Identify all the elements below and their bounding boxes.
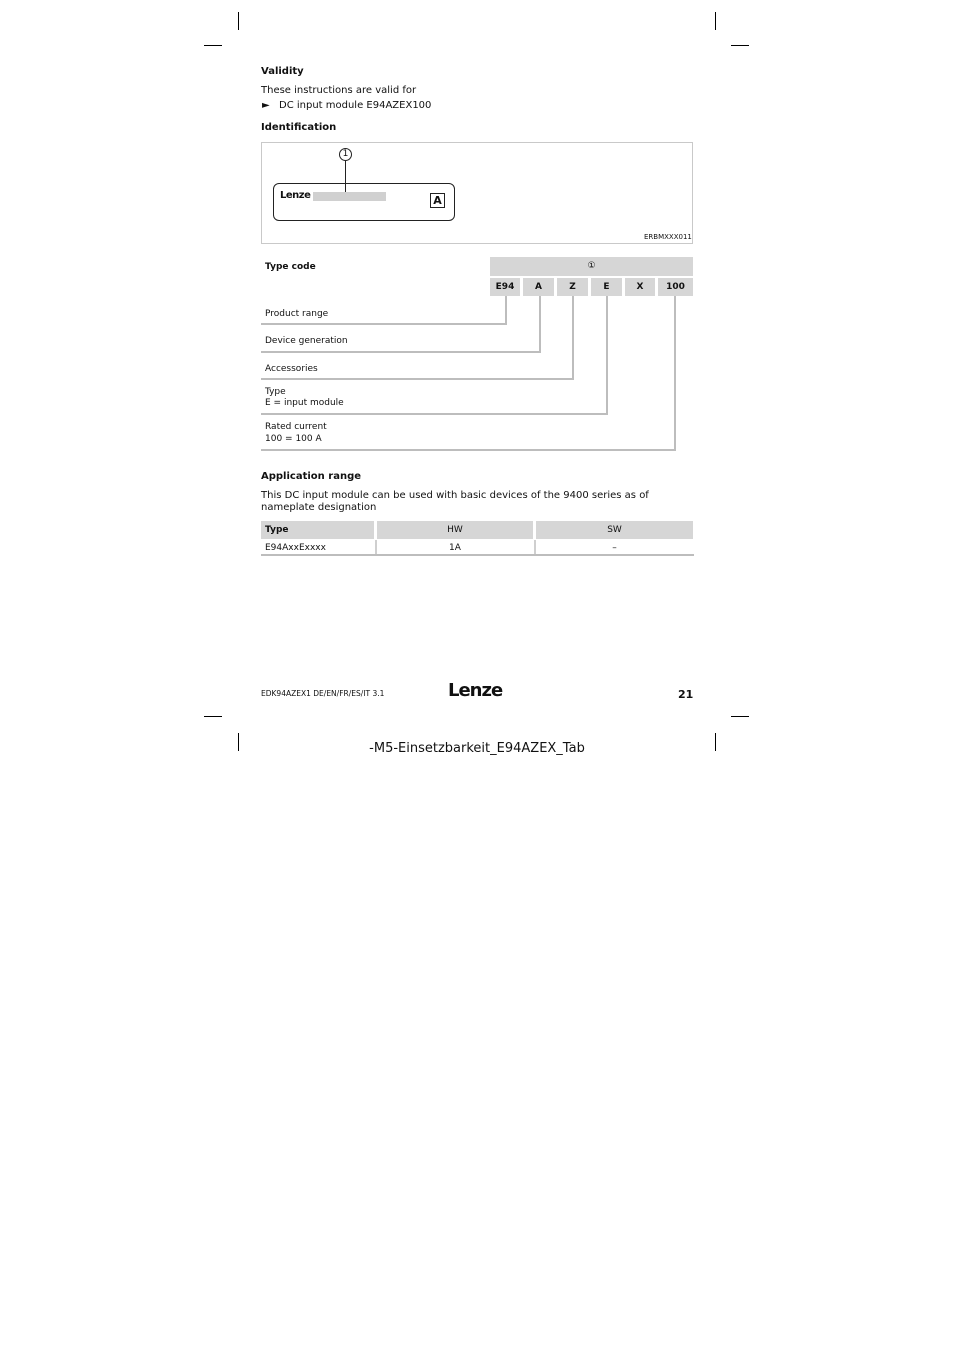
crop-mark-top-right-v: [715, 12, 716, 30]
row-label-accessories: Accessories: [265, 364, 318, 374]
row-label-device-generation: Device generation: [265, 336, 348, 346]
crop-mark-top-left-h: [204, 45, 222, 46]
callout-marker: 1: [339, 148, 352, 161]
table-cell-hw: 1A: [449, 543, 461, 553]
table-cell-sw: –: [612, 543, 617, 553]
nameplate: [273, 183, 455, 221]
table-cell-type: E94AxxExxxx: [265, 543, 326, 553]
row-label-product-range: Product range: [265, 309, 329, 319]
type-code-segment: E: [591, 278, 622, 296]
connector-line: [505, 296, 507, 324]
footer-logo: Lenze: [448, 680, 503, 701]
row-label-rated-current: Rated current: [265, 422, 327, 432]
table-col-divider: [534, 540, 536, 555]
type-code-title: Type code: [265, 262, 316, 272]
bottom-tag: -M5-Einsetzbarkeit_E94AZEX_Tab: [369, 741, 585, 756]
crop-mark-top-left-v: [238, 12, 239, 30]
row-label-type: Type: [265, 387, 286, 397]
validity-intro: These instructions are valid for: [261, 85, 417, 96]
row-sublabel-rated-current: 100 = 100 A: [265, 434, 322, 444]
connector-line: [606, 296, 608, 414]
crop-mark-bottom-left-h: [204, 716, 222, 717]
type-code-segment: E94: [490, 278, 520, 296]
table-col-divider: [375, 540, 377, 555]
type-code-header: ①: [490, 257, 693, 276]
page-number: 21: [678, 688, 694, 701]
type-code-segment: Z: [557, 278, 588, 296]
row-separator: [261, 449, 676, 451]
type-code-segment: A: [523, 278, 554, 296]
row-separator: [261, 351, 541, 353]
nameplate-letter-box: A: [430, 193, 445, 208]
row-separator: [261, 413, 608, 415]
connector-line: [539, 296, 541, 352]
table-bottom-border: [261, 554, 694, 556]
nameplate-logo: Lenze: [280, 190, 311, 201]
row-sublabel-type: E = input module: [265, 398, 344, 408]
row-separator: [261, 378, 574, 380]
table-header-sw: SW: [536, 521, 693, 539]
validity-heading: Validity: [261, 66, 304, 77]
row-separator: [261, 323, 507, 325]
type-code-segment: 100: [658, 278, 693, 296]
application-heading: Application range: [261, 471, 362, 482]
validity-item: DC input module E94AZEX100: [279, 100, 432, 111]
footer-doc-id: EDK94AZEX1 DE/EN/FR/ES/IT 3.1: [261, 689, 385, 698]
identification-heading: Identification: [261, 122, 337, 133]
figure-code: ERBMXXX011: [644, 233, 692, 241]
connector-line: [674, 296, 676, 450]
connector-line: [572, 296, 574, 380]
nameplate-type-field: [313, 192, 386, 201]
type-code-segment: X: [625, 278, 655, 296]
application-text: This DC input module can be used with basic devices of the 9400 series as of nameplate designation: [261, 490, 649, 513]
crop-mark-top-right-h: [731, 45, 749, 46]
table-header-type: Type: [261, 521, 374, 539]
bullet-arrow-icon: ►: [262, 100, 270, 111]
crop-mark-bottom-right-h: [731, 716, 749, 717]
table-header-hw: HW: [377, 521, 533, 539]
